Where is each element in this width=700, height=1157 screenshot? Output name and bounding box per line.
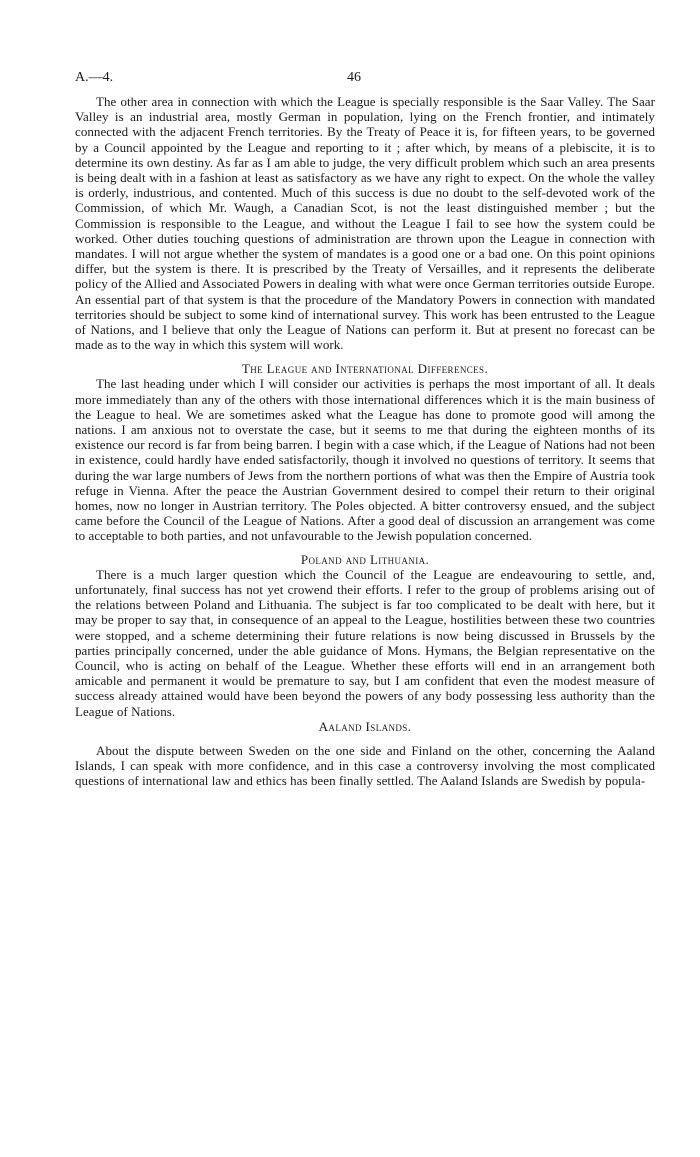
paragraph: The last heading under which I will consider our activities is perhaps the most important of all. It deals more immediately than any of the others with those international differences which it is the main business of the League to heal. We are sometimes asked what the League has done to promote good will among the nations. I am anxious not to overstate the case, but it seems to me that during the eighteen months of its existence our record is far from being barren. I begin with a case which, if the League of Nations had not been in existence, could hardly have ended satisfactorily, though it involved no questions of territory. It seems that during the war large numbers of Jews from the northern portions of what was then the Empire of Austria took refuge in Vienna. After the peace the Austrian Government desired to compel their return to their original homes, now no longer in Austrian territory. The Poles objected. A bitter controversy ensued, and the subject came before the Council of the League of Nations. After a good deal of discussion an arrangement was come to acceptable to both parties, and not unfavourable to the Jewish population concerned. — [75, 376, 655, 544]
document-reference: A.—4. — [75, 70, 114, 85]
section-poland-lithuania — [75, 552, 655, 719]
section-aaland-islands — [75, 719, 655, 789]
paragraph: About the dispute between Sweden on the one side and Finland on the other, concerning the Aaland Islands, I can speak with more confidence, and in this case a controversy involving the most complicated questions of international law and ethics has been finally settled. The Aaland Islands are Swedish by popula- — [75, 742, 655, 789]
section-heading: The League and International Differences. — [241, 361, 489, 377]
page-header — [75, 70, 655, 94]
paragraph: The other area in connection with which the League is specially responsible is the Saar Valley. The Saar Valley is an industrial area, mostly German in population, lying on the French frontier, and intimately connected with the adjacent French territories. By the Treaty of Peace it is, for fifteen years, to be governed by a Council appointed by the League and reporting to it ; after which, by means of a plebiscite, it is to determine its own destiny. As far as I am able to judge, the very difficult problem which such an area presents is being dealt with in a fashion at least as satisfactory as we have any right to expect. On the whole the valley is orderly, industrious, and contented. Much of this success is due no doubt to the self-devoted work of the Commission, of which Mr. Waugh, a Canadian Scot, is not the least distinguished member ; but the Commission is responsible to the League, and without the League I fail to see how the system could be worked. Other duties touching questions of administration are thrown upon the League in connection with mandates. I will not argue whether the system of mandates is a good one or a bad one. On this point opinions differ, but the system is there. It is prescribed by the Treaty of Versailles, and it represents the deliberate policy of the Allied and Associated Powers in dealing with what were once German territories outside Europe. An essential part of that system is that the procedure of the Mandatory Powers in connection with mandated territories should be subject to some kind of international survey. This work has been entrusted to the League of Nations, and I believe that only the League of Nations can perform it. But at present no forecast can be made as to the way in which this system will work. — [75, 94, 655, 353]
section-saar-valley — [75, 94, 655, 352]
paragraph: There is a much larger question which the Council of the League are endeavouring to settle, and, unfortunately, final success has not yet crowend their efforts. I refer to the group of problems arising out of the relations between Poland and Lithuania. The subject is far too complicated to be dealt with here, but it may be proper to say that, in consequence of an appeal to the League, hostilities between these two countries were stopped, and a scheme determining their future relations is now being discussed in Brussels by the parties principally concerned, under the able guidance of Mons. Hymans, the Belgian representative on the Council, who is acting on behalf of the League. Whether these efforts will end in an arrangement both amicable and permanent it would be premature to say, but I am confident that even the modest measure of success already attained would have been beyond the powers of any body possessing less authority than the League of Nations. — [75, 566, 655, 719]
section-league-international-differences — [75, 361, 655, 543]
page-number: 46 — [347, 70, 361, 85]
section-heading: Aaland Islands. — [318, 718, 412, 734]
document-page — [75, 70, 655, 788]
section-heading: Poland and Lithuania. — [300, 551, 430, 567]
